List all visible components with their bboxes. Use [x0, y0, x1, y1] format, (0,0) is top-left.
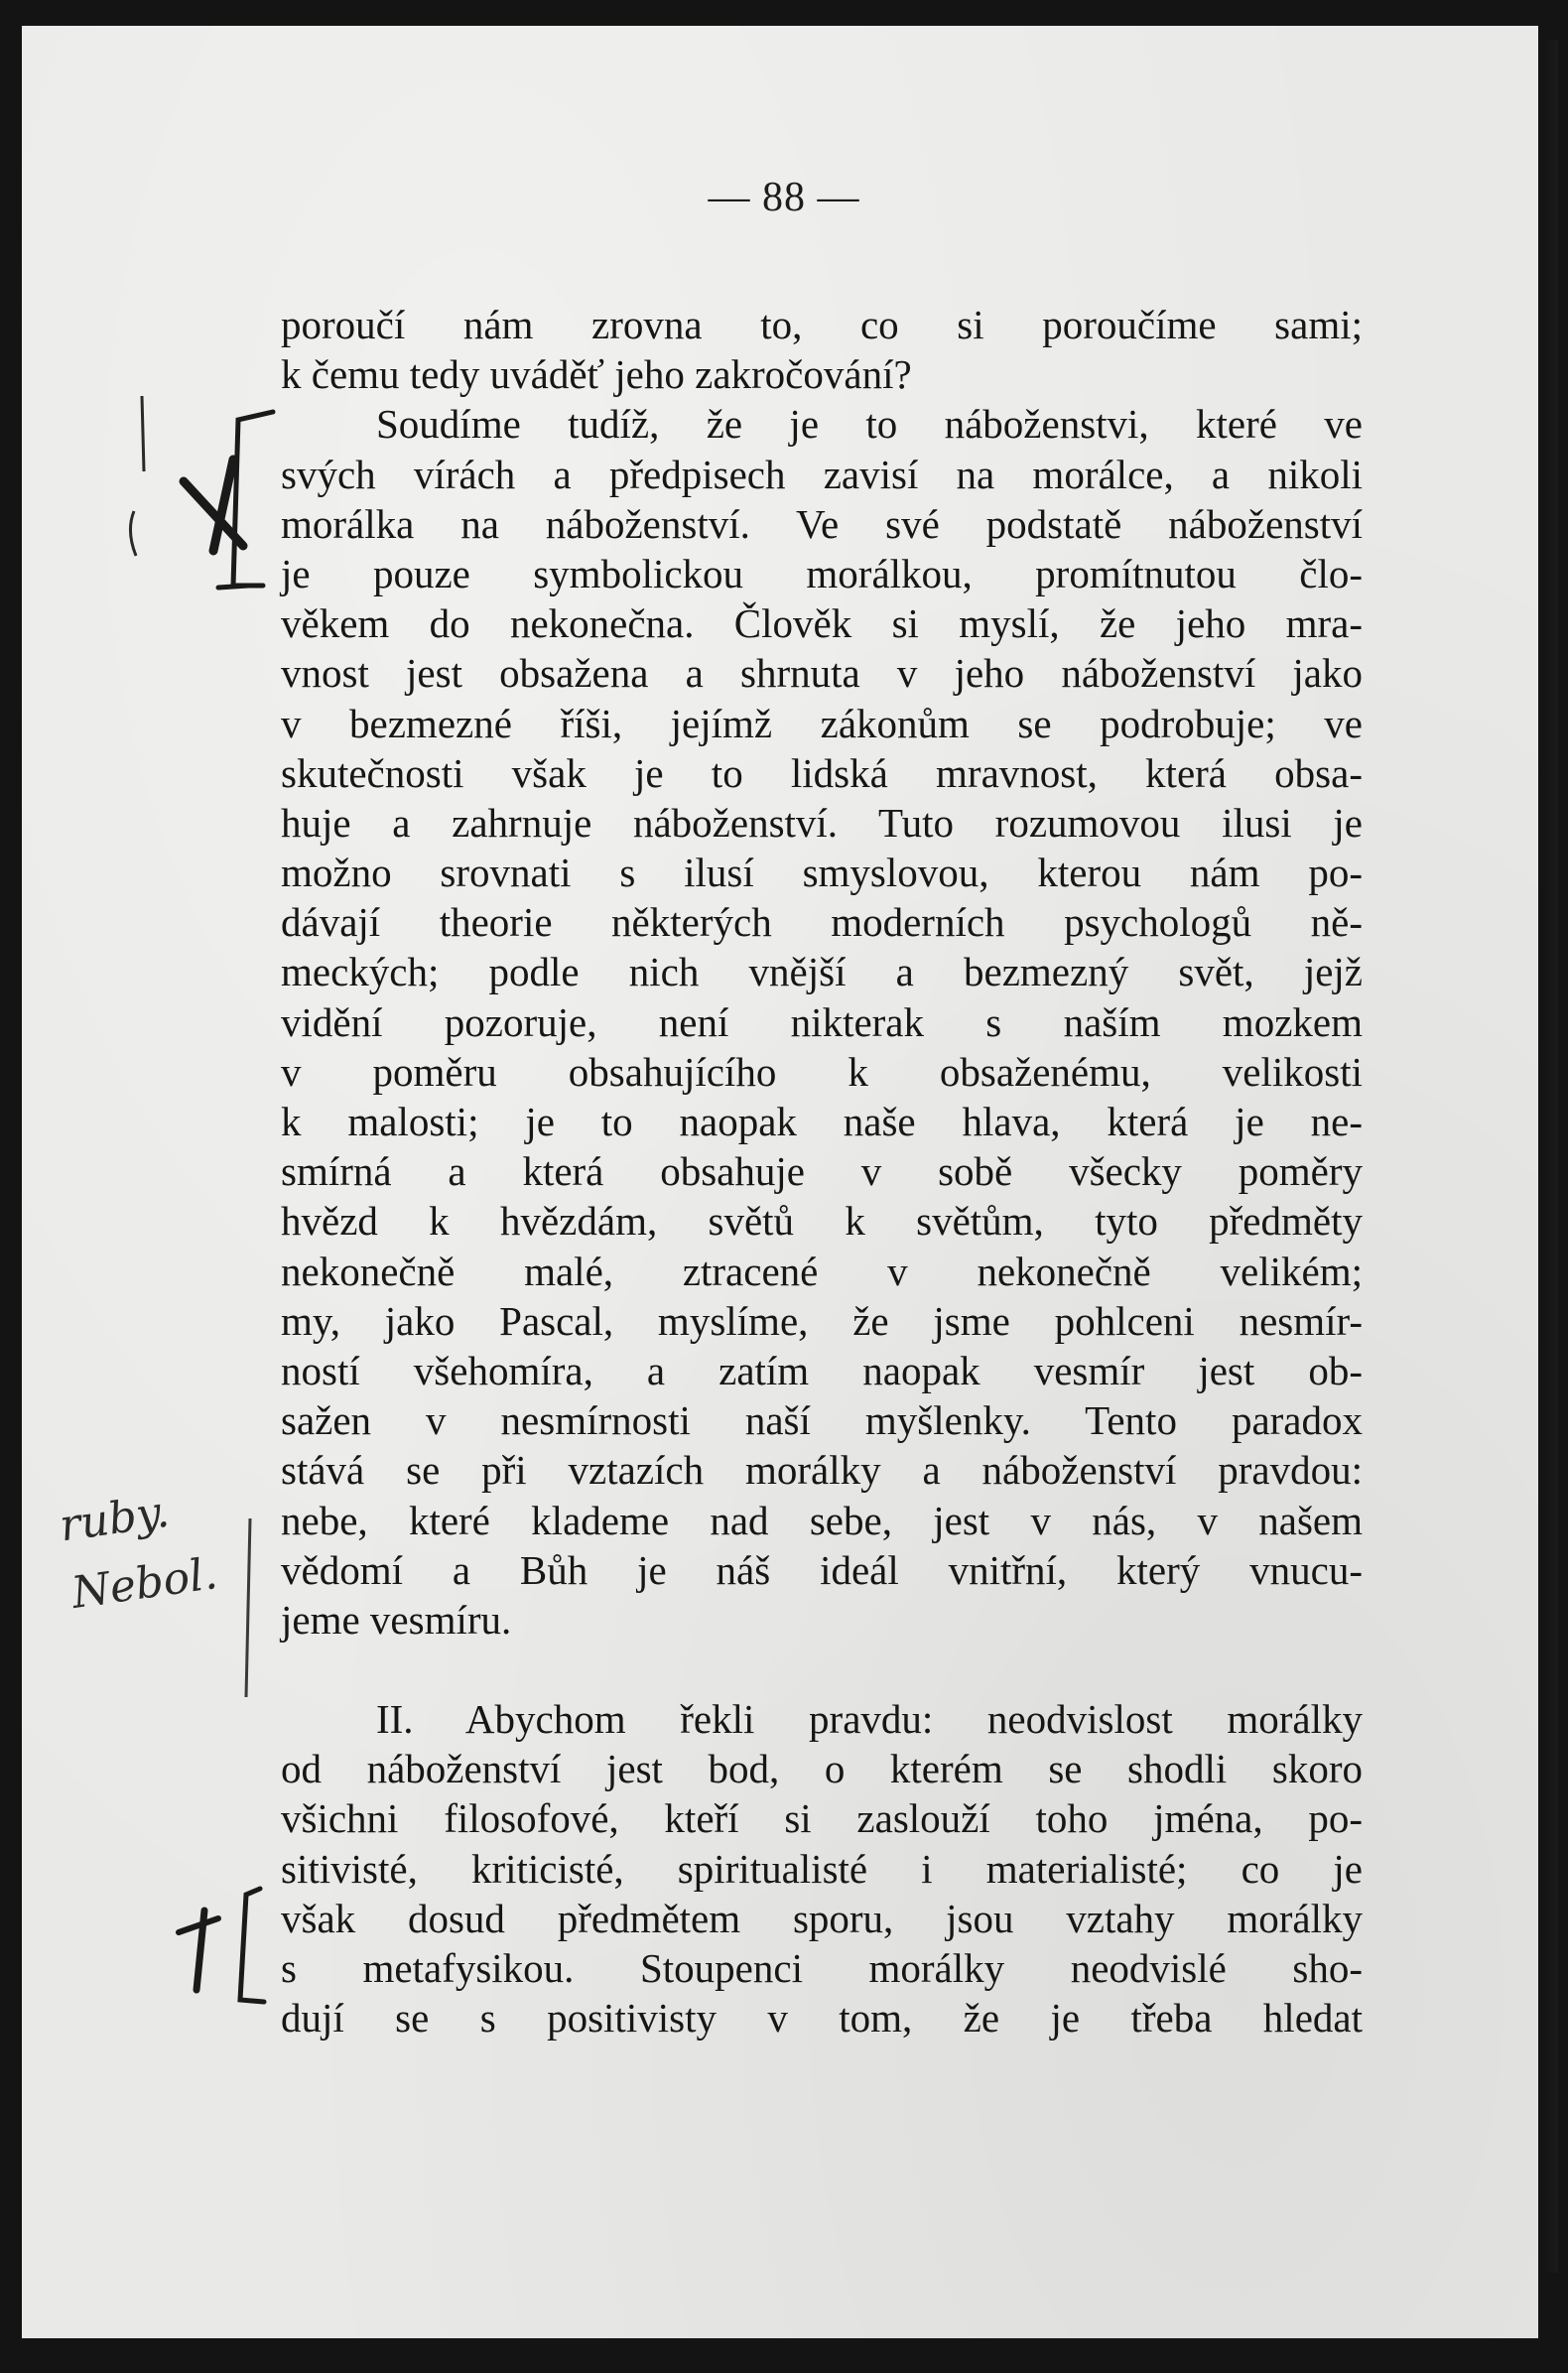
- text-line: svých vírách a předpisech zavisí na morálce, a nikoli: [281, 451, 1363, 497]
- handwritten-note-1: ruby.: [56, 1486, 173, 1552]
- text-line: od náboženství jest bod, o kterém se shodli skoro: [281, 1746, 1363, 1792]
- text-line: morálka na náboženství. Ve své podstatě náboženství: [281, 500, 1363, 547]
- body-text: [281, 300, 1363, 2043]
- text-line: meckých; podle nich vnější a bezmezný svět, jejž: [281, 949, 1363, 995]
- text-line: II. Abychom řekli pravdu: neodvislost morálky: [376, 1696, 1363, 1743]
- text-line: poroučí nám zrovna to, co si poroučíme sami;: [281, 302, 1363, 347]
- text-line: v bezmezné říši, jejímž zákonům se podrobuje; ve: [281, 700, 1363, 746]
- text-line: hvězd k hvězdám, světů k světům, tyto předměty: [281, 1198, 1363, 1245]
- text-line: možno srovnati s ilusí smyslovou, kterou nám po-: [281, 850, 1363, 896]
- text-line: jeme vesmíru.: [281, 1596, 512, 1643]
- text-line: stává se při vztazích morálky a náboženství pravdou:: [281, 1447, 1363, 1494]
- page-number: — 88 —: [708, 175, 860, 220]
- text-line: k čemu tedy uváděť jeho zakročování?: [281, 351, 912, 398]
- text-line: sitivisté, kriticisté, spiritualisté i materialisté; co je: [281, 1845, 1363, 1892]
- text-line: sažen v nesmírnosti naší myšlenky. Tento paradox: [281, 1397, 1363, 1444]
- text-line: k malosti; je to naopak naše hlava, která je ne-: [281, 1099, 1363, 1144]
- text-line: dují se s positivisty v tom, že je třeba hledat: [281, 1995, 1363, 2042]
- handwritten-note-2: Nebol.: [68, 1548, 221, 1619]
- text-line: skutečnosti však je to lidská mravnost, která obsa-: [281, 749, 1363, 796]
- text-line: huje a zahrnuje náboženství. Tuto rozumovou ilusi je: [281, 799, 1363, 846]
- text-line: Soudíme tudíž, že je to náboženstvi, které ve: [376, 401, 1363, 448]
- text-line: nekonečně malé, ztracené v nekonečně velikém;: [281, 1248, 1363, 1294]
- text-line: vnost jest obsažena a shrnuta v jeho náboženství jako: [281, 650, 1363, 697]
- text-line: vidění pozoruje, není nikterak s naším mozkem: [281, 998, 1363, 1045]
- text-line: my, jako Pascal, myslíme, že jsme pohlceni nesmír-: [281, 1297, 1363, 1344]
- text-line: je pouze symbolickou morálkou, promítnutou člo-: [281, 550, 1363, 596]
- text-line: s metafysikou. Stoupenci morálky neodvislé sho-: [281, 1945, 1363, 1991]
- text-line: dávají theorie některých moderních psychologů ně-: [281, 899, 1363, 946]
- text-line: ností všehomíra, a zatím naopak vesmír jest ob-: [281, 1347, 1363, 1393]
- text-line: vědomí a Bůh je náš ideál vnitřní, který vnucu-: [281, 1546, 1363, 1593]
- text-line: věkem do nekonečna. Člověk si myslí, že jeho mra-: [281, 600, 1363, 647]
- text-line: smírná a která obsahuje v sobě všecky poměry: [281, 1148, 1363, 1195]
- text-line: nebe, které klademe nad sebe, jest v nás, v našem: [281, 1497, 1363, 1543]
- page-edge-shadow: [1544, 40, 1558, 2273]
- text-line: všichni filosofové, kteří si zaslouží toho jména, po-: [281, 1795, 1363, 1842]
- text-line: v poměru obsahujícího k obsaženému, velikosti: [281, 1048, 1363, 1095]
- text-line: však dosud předmětem sporu, jsou vztahy morálky: [281, 1895, 1363, 1941]
- paragraph-gap: [281, 1645, 1363, 1694]
